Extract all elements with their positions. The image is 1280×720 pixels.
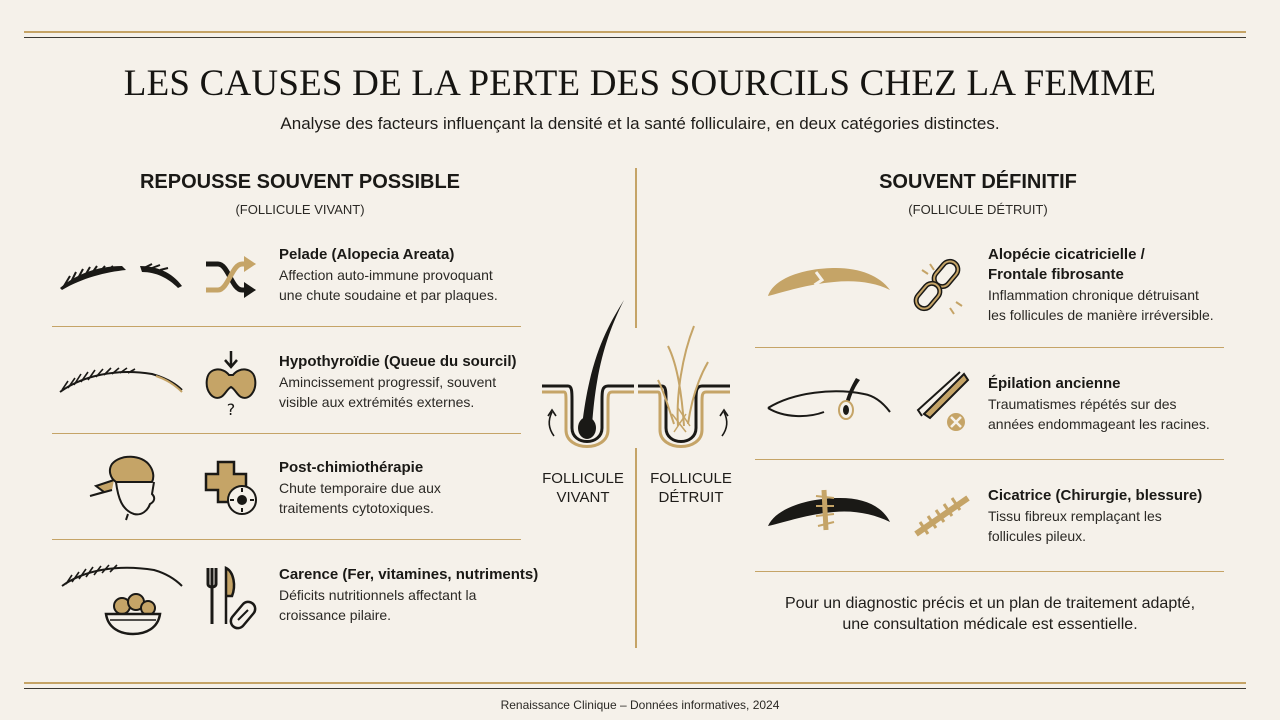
- cause-title-line2: Frontale fibrosante: [988, 266, 1124, 283]
- cause-desc-line2: une chute soudaine et par plaques.: [279, 287, 498, 303]
- consultation-note-line2: une consultation médicale est essentielle.: [842, 616, 1138, 633]
- cause-desc-line2: follicules pileux.: [988, 528, 1087, 544]
- consultation-note-line1: Pour un diagnostic précis et un plan de traitement adapté,: [784, 595, 1196, 612]
- cause-item-epilation: [988, 374, 1210, 434]
- top-rule-gold: [24, 31, 1246, 33]
- cracked-eyebrow-icon: [764, 258, 894, 304]
- footer-credit: Renaissance Clinique – Données informatives, 2024: [500, 698, 780, 712]
- cause-item-carence: [279, 565, 538, 625]
- svg-text:?: ?: [226, 400, 236, 419]
- cause-item-pelade: [279, 245, 498, 305]
- cause-desc-line1: Tissu fibreux remplaçant les: [988, 508, 1162, 524]
- top-rule-dark: [24, 37, 1246, 38]
- cause-item-hypothyroidie: [279, 352, 517, 412]
- living-follicle-label: [536, 469, 630, 507]
- cause-desc-line2: les follicules de manière irréversible.: [988, 307, 1214, 323]
- destroyed-follicle-label: [644, 469, 738, 507]
- right-separator-1: [755, 347, 1224, 348]
- thinning-eyebrow-icon: [56, 362, 186, 398]
- cause-desc-line2: visible aux extrémités externes.: [279, 394, 475, 410]
- cause-item-post-chimio: [279, 458, 441, 518]
- headscarf-profile-icon: [82, 452, 162, 522]
- tweezers-icon: [912, 370, 972, 434]
- eye-follicle-icon: [764, 372, 894, 428]
- cause-item-alopecie-cicatricielle: [988, 245, 1214, 325]
- medical-cross-icon: [202, 458, 262, 518]
- right-separator-2: [755, 459, 1224, 460]
- cause-desc-line1: Inflammation chronique détruisant: [988, 287, 1199, 303]
- left-separator-3: [52, 539, 521, 540]
- scarred-eyebrow-icon: [764, 484, 894, 536]
- patchy-eyebrow-icon: [56, 256, 186, 296]
- living-follicle-label-line2: VIVANT: [556, 489, 610, 506]
- consultation-note: [740, 593, 1240, 635]
- follicle-comparison-illustration: [538, 296, 734, 458]
- left-separator-1: [52, 326, 521, 327]
- center-divider-bottom: [635, 448, 637, 648]
- destroyed-follicle-label-line1: FOLLICULE: [650, 470, 732, 487]
- thyroid-icon: [203, 349, 259, 419]
- right-column-heading: [778, 171, 1178, 217]
- cause-title-line1: Épilation ancienne: [988, 375, 1121, 392]
- food-bowl-icon: [58, 560, 186, 638]
- shuffle-arrows-icon: [202, 254, 258, 300]
- page-title: LES CAUSES DE LA PERTE DES SOURCILS CHEZ LA FEMME: [123, 63, 1157, 104]
- cause-desc-line1: Amincissement progressif, souvent: [279, 374, 497, 390]
- bottom-rule-dark: [24, 688, 1246, 689]
- cause-title: Post-chimiothérapie: [279, 459, 424, 476]
- scar-icon: [912, 490, 972, 540]
- left-separator-2: [52, 433, 521, 434]
- destroyed-follicle-label-line2: DÉTRUIT: [658, 489, 724, 506]
- cause-title: Hypothyroïdie (Queue du sourcil): [279, 353, 517, 370]
- right-subheading: (FOLLICULE DÉTRUIT): [908, 202, 1048, 217]
- cause-title: Pelade (Alopecia Areata): [279, 246, 455, 263]
- cause-desc-line1: Traumatismes répétés sur des: [988, 396, 1177, 412]
- right-heading: SOUVENT DÉFINITIF: [879, 171, 1077, 193]
- cause-desc-line2: traitements cytotoxiques.: [279, 500, 434, 516]
- cause-desc-line1: Affection auto-immune provoquant: [279, 267, 493, 283]
- cutlery-pill-icon: [202, 564, 262, 630]
- broken-chain-icon: [912, 256, 972, 316]
- right-separator-3: [755, 571, 1224, 572]
- page-subtitle: Analyse des facteurs influençant la densité et la santé folliculaire, en deux catégories distinctes.: [280, 114, 1000, 133]
- left-heading: REPOUSSE SOUVENT POSSIBLE: [139, 171, 461, 193]
- cause-desc-line1: Chute temporaire due aux: [279, 480, 441, 496]
- cause-title-line1: Alopécie cicatricielle /: [988, 246, 1145, 263]
- cause-title: Carence (Fer, vitamines, nutriments): [279, 566, 539, 583]
- left-subheading: (FOLLICULE VIVANT): [235, 202, 365, 217]
- living-follicle-label-line1: FOLLICULE: [542, 470, 624, 487]
- cause-item-cicatrice: [988, 486, 1202, 546]
- cause-desc-line1: Déficits nutritionnels affectant la: [279, 587, 477, 603]
- bottom-rule-gold: [24, 682, 1246, 684]
- cause-desc-line2: années endommageant les racines.: [988, 416, 1210, 432]
- cause-desc-line2: croissance pilaire.: [279, 607, 392, 623]
- left-column-heading: [100, 171, 500, 217]
- cause-title-line1: Cicatrice (Chirurgie, blessure): [988, 487, 1203, 504]
